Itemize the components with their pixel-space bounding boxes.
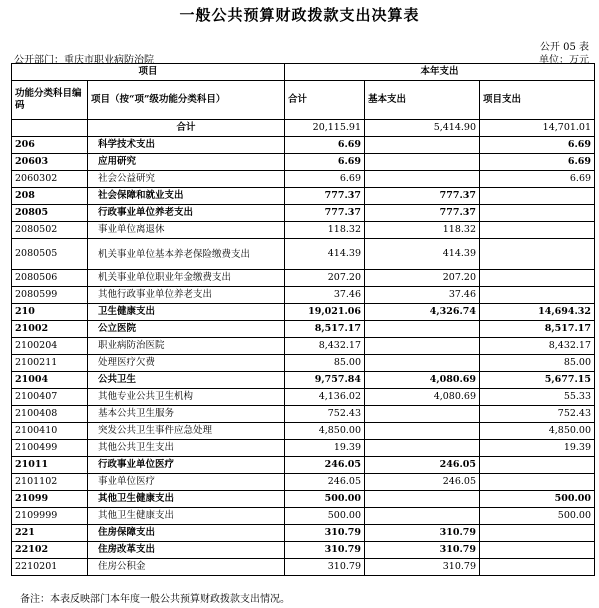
cell-code: 2080502 xyxy=(12,222,88,239)
cell-basic: 310.79 xyxy=(365,525,480,542)
cell-basic: 207.20 xyxy=(365,270,480,287)
cell-project: 8,517.17 xyxy=(480,321,595,338)
table-row xyxy=(12,355,595,372)
cell-code: 21099 xyxy=(12,491,88,508)
cell-name: 处理医疗欠费 xyxy=(88,355,285,372)
cell-project xyxy=(480,474,595,491)
cell-basic: 5,414.90 xyxy=(365,120,480,137)
table-row xyxy=(12,457,595,474)
cell-code: 2100408 xyxy=(12,406,88,423)
cell-project: 14,701.01 xyxy=(480,120,595,137)
cell-total: 6.69 xyxy=(285,137,365,154)
cell-basic: 4,080.69 xyxy=(365,389,480,406)
cell-total: 500.00 xyxy=(285,508,365,525)
cell-code: 21002 xyxy=(12,321,88,338)
cell-total: 20,115.91 xyxy=(285,120,365,137)
cell-total: 310.79 xyxy=(285,559,365,576)
cell-basic: 777.37 xyxy=(365,188,480,205)
cell-code: 2080505 xyxy=(12,239,88,270)
table-row xyxy=(12,559,595,576)
cell-total: 19,021.06 xyxy=(285,304,365,321)
cell-code: 2109999 xyxy=(12,508,88,525)
cell-total: 6.69 xyxy=(285,171,365,188)
cell-code: 206 xyxy=(12,137,88,154)
cell-project: 6.69 xyxy=(480,171,595,188)
cell-code: 208 xyxy=(12,188,88,205)
cell-code: 2100211 xyxy=(12,355,88,372)
table-row xyxy=(12,474,595,491)
cell-total: 777.37 xyxy=(285,188,365,205)
cell-total: 752.43 xyxy=(285,406,365,423)
cell-basic xyxy=(365,406,480,423)
cell-name: 机关事业单位职业年金缴费支出 xyxy=(88,270,285,287)
cell-basic xyxy=(365,154,480,171)
cell-total: 85.00 xyxy=(285,355,365,372)
cell-total: 4,850.00 xyxy=(285,423,365,440)
cell-project: 6.69 xyxy=(480,137,595,154)
cell-total: 8,432.17 xyxy=(285,338,365,355)
cell-basic: 246.05 xyxy=(365,457,480,474)
cell-project xyxy=(480,525,595,542)
table-row xyxy=(12,406,595,423)
cell-name: 公立医院 xyxy=(88,321,285,338)
table-row xyxy=(12,440,595,457)
cell-project: 19.39 xyxy=(480,440,595,457)
cell-code: 2100410 xyxy=(12,423,88,440)
cell-project: 5,677.15 xyxy=(480,372,595,389)
cell-total: 310.79 xyxy=(285,525,365,542)
cell-basic xyxy=(365,355,480,372)
table-row xyxy=(12,491,595,508)
table-row xyxy=(12,304,595,321)
cell-total: 207.20 xyxy=(285,270,365,287)
cell-basic: 4,080.69 xyxy=(365,372,480,389)
cell-total: 310.79 xyxy=(285,542,365,559)
table-row xyxy=(12,188,595,205)
cell-code: 2100204 xyxy=(12,338,88,355)
table-row xyxy=(12,239,595,270)
cell-project xyxy=(480,559,595,576)
cell-basic xyxy=(365,423,480,440)
cell-basic xyxy=(365,440,480,457)
cell-project: 500.00 xyxy=(480,491,595,508)
cell-project xyxy=(480,205,595,222)
cell-code: 21011 xyxy=(12,457,88,474)
cell-basic: 37.46 xyxy=(365,287,480,304)
cell-total: 777.37 xyxy=(285,205,365,222)
cell-basic: 777.37 xyxy=(365,205,480,222)
cell-name: 卫生健康支出 xyxy=(88,304,285,321)
table-row xyxy=(12,270,595,287)
cell-code: 2100407 xyxy=(12,389,88,406)
cell-basic xyxy=(365,508,480,525)
cell-basic: 310.79 xyxy=(365,542,480,559)
cell-name: 其他公共卫生支出 xyxy=(88,440,285,457)
cell-name: 机关事业单位基本养老保险缴费支出 xyxy=(88,239,285,270)
form-number: 公开 05 表 xyxy=(539,42,589,53)
table-row xyxy=(12,222,595,239)
cell-name: 事业单位离退休 xyxy=(88,222,285,239)
cell-basic: 414.39 xyxy=(365,239,480,270)
cell-name: 社会公益研究 xyxy=(88,171,285,188)
footnote: 备注：本表反映部门本年度一般公共预算财政拨款支出情况。 xyxy=(20,594,290,605)
header-project: 项目支出 xyxy=(480,81,595,120)
cell-total: 8,517.17 xyxy=(285,321,365,338)
cell-code: 22102 xyxy=(12,542,88,559)
expenditure-table xyxy=(11,63,595,576)
cell-name: 合计 xyxy=(88,120,285,137)
cell-name: 其他卫生健康支出 xyxy=(88,508,285,525)
cell-name: 科学技术支出 xyxy=(88,137,285,154)
cell-code: 2080599 xyxy=(12,287,88,304)
cell-name: 其他卫生健康支出 xyxy=(88,491,285,508)
cell-code: 210 xyxy=(12,304,88,321)
cell-total: 246.05 xyxy=(285,474,365,491)
cell-code: 20603 xyxy=(12,154,88,171)
cell-name: 应用研究 xyxy=(88,154,285,171)
cell-total: 500.00 xyxy=(285,491,365,508)
header-basic: 基本支出 xyxy=(365,81,480,120)
cell-code: 2101102 xyxy=(12,474,88,491)
cell-name: 住房改革支出 xyxy=(88,542,285,559)
cell-project: 14,694.32 xyxy=(480,304,595,321)
table-row xyxy=(12,338,595,355)
table-row xyxy=(12,154,595,171)
cell-project: 55.33 xyxy=(480,389,595,406)
table-row xyxy=(12,120,595,137)
cell-code xyxy=(12,120,88,137)
cell-total: 6.69 xyxy=(285,154,365,171)
cell-total: 37.46 xyxy=(285,287,365,304)
cell-project xyxy=(480,542,595,559)
cell-project xyxy=(480,457,595,474)
cell-total: 9,757.84 xyxy=(285,372,365,389)
table-row xyxy=(12,137,595,154)
table-row xyxy=(12,287,595,304)
cell-basic: 118.32 xyxy=(365,222,480,239)
cell-project xyxy=(480,270,595,287)
table-row xyxy=(12,171,595,188)
table-row xyxy=(12,508,595,525)
table-row xyxy=(12,542,595,559)
cell-name: 住房公积金 xyxy=(88,559,285,576)
cell-basic xyxy=(365,171,480,188)
cell-name: 其他行政事业单位养老支出 xyxy=(88,287,285,304)
cell-name: 职业病防治医院 xyxy=(88,338,285,355)
unit-label: 单位：万元 xyxy=(539,55,589,66)
cell-code: 2060302 xyxy=(12,171,88,188)
cell-project xyxy=(480,188,595,205)
cell-basic: 4,326.74 xyxy=(365,304,480,321)
header-total: 合计 xyxy=(285,81,365,120)
header-current-year: 本年支出 xyxy=(285,64,595,81)
cell-name: 住房保障支出 xyxy=(88,525,285,542)
cell-basic xyxy=(365,137,480,154)
cell-total: 246.05 xyxy=(285,457,365,474)
table-row xyxy=(12,372,595,389)
header-name: 项目（按“项”级功能分类科目） xyxy=(88,81,285,120)
cell-code: 20805 xyxy=(12,205,88,222)
cell-code: 2210201 xyxy=(12,559,88,576)
header-code: 功能分类科目编码 xyxy=(12,81,88,120)
cell-name: 公共卫生 xyxy=(88,372,285,389)
cell-name: 行政事业单位医疗 xyxy=(88,457,285,474)
cell-name: 社会保障和就业支出 xyxy=(88,188,285,205)
cell-basic: 310.79 xyxy=(365,559,480,576)
cell-name: 突发公共卫生事件应急处理 xyxy=(88,423,285,440)
cell-basic: 246.05 xyxy=(365,474,480,491)
cell-basic xyxy=(365,491,480,508)
header-item: 项目 xyxy=(12,64,285,81)
cell-code: 21004 xyxy=(12,372,88,389)
table-row xyxy=(12,423,595,440)
cell-basic xyxy=(365,321,480,338)
table-row xyxy=(12,205,595,222)
cell-name: 事业单位医疗 xyxy=(88,474,285,491)
cell-code: 2100499 xyxy=(12,440,88,457)
page-title: 一般公共预算财政拨款支出决算表 xyxy=(179,6,420,24)
cell-name: 其他专业公共卫生机构 xyxy=(88,389,285,406)
cell-name: 基本公共卫生服务 xyxy=(88,406,285,423)
cell-project xyxy=(480,222,595,239)
cell-project: 8,432.17 xyxy=(480,338,595,355)
cell-name: 行政事业单位养老支出 xyxy=(88,205,285,222)
cell-total: 4,136.02 xyxy=(285,389,365,406)
table-row xyxy=(12,321,595,338)
cell-code: 2080506 xyxy=(12,270,88,287)
table-row xyxy=(12,389,595,406)
cell-project xyxy=(480,287,595,304)
cell-project: 752.43 xyxy=(480,406,595,423)
cell-project: 500.00 xyxy=(480,508,595,525)
cell-total: 19.39 xyxy=(285,440,365,457)
table-body xyxy=(12,120,595,576)
cell-project: 4,850.00 xyxy=(480,423,595,440)
table-row xyxy=(12,525,595,542)
cell-project: 85.00 xyxy=(480,355,595,372)
cell-project xyxy=(480,239,595,270)
cell-basic xyxy=(365,338,480,355)
cell-total: 118.32 xyxy=(285,222,365,239)
cell-code: 221 xyxy=(12,525,88,542)
department-label: 公开部门：重庆市职业病防治院 xyxy=(14,55,154,66)
cell-project: 6.69 xyxy=(480,154,595,171)
cell-total: 414.39 xyxy=(285,239,365,270)
